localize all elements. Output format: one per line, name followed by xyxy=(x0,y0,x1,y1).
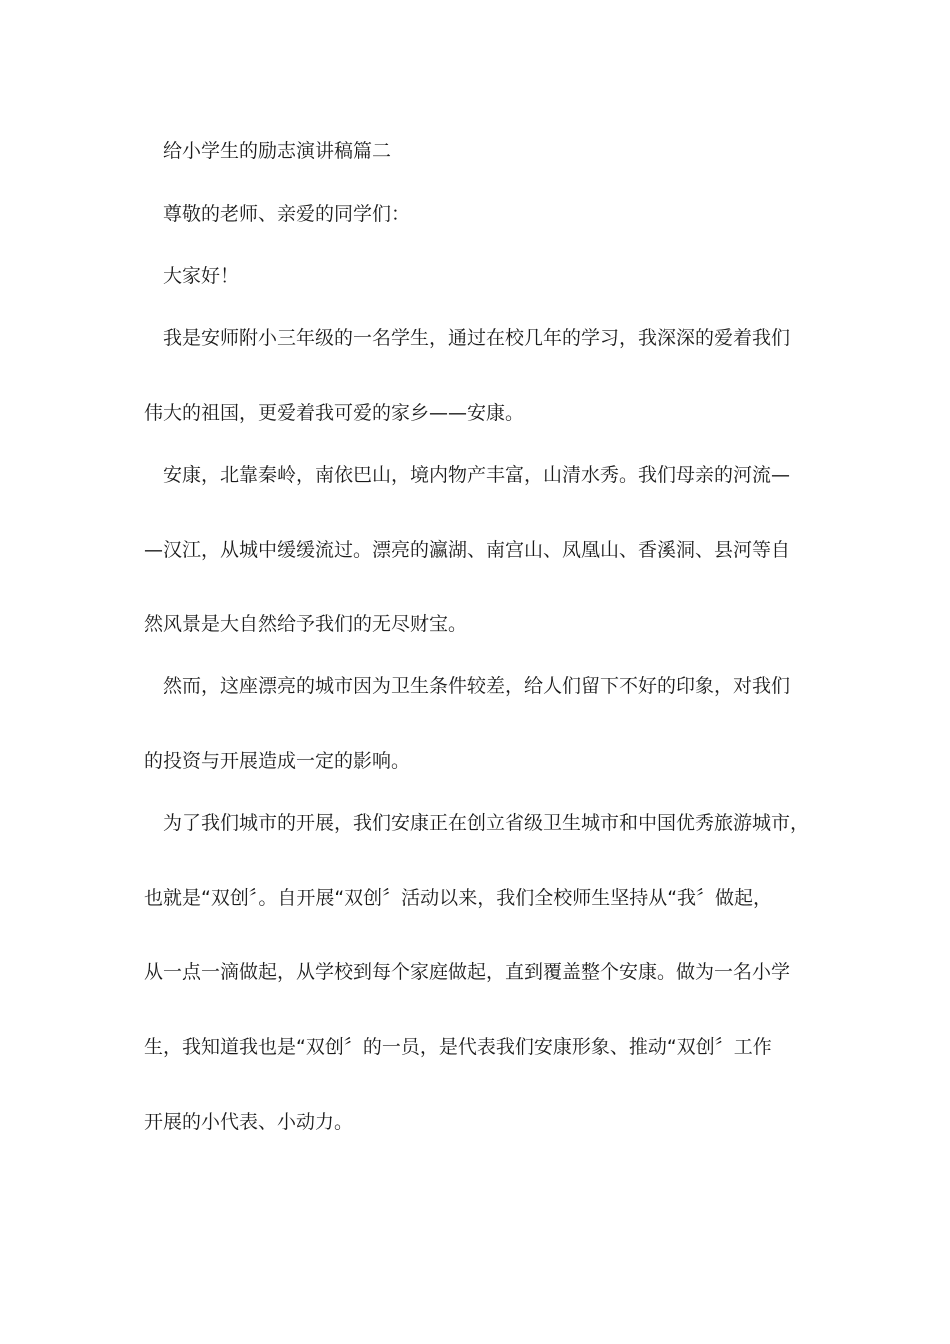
paragraph-4-line-4: 生，我知道我也是“双创〞的一员，是代表我们安康形象、推动“双创〞工作 xyxy=(144,1036,772,1058)
document-title: 给小学生的励志演讲稿篇二 xyxy=(163,140,392,162)
paragraph-4-line-5: 开展的小代表、小动力。 xyxy=(144,1111,354,1133)
paragraph-3-line-1: 然而，这座漂亮的城市因为卫生条件较差，给人们留下不好的印象，对我们 xyxy=(163,675,791,697)
paragraph-1-line-2: 伟大的祖国，更爱着我可爱的家乡——安康。 xyxy=(144,402,525,424)
paragraph-2-line-3: 然风景是大自然给予我们的无尽财宝。 xyxy=(144,613,468,635)
paragraph-2-line-1: 安康，北靠秦岭，南依巴山，境内物产丰富，山清水秀。我们母亲的河流— xyxy=(163,464,791,486)
paragraph-4-line-1: 为了我们城市的开展，我们安康正在创立省级卫生城市和中国优秀旅游城市， xyxy=(163,812,810,834)
greeting: 大家好！ xyxy=(163,265,240,287)
paragraph-3-line-2: 的投资与开展造成一定的影响。 xyxy=(144,750,411,772)
paragraph-4-line-2: 也就是“双创〞。自开展“双创〞活动以来，我们全校师生坚持从“我〞做起， xyxy=(144,887,773,909)
salutation: 尊敬的老师、亲爱的同学们： xyxy=(163,203,411,225)
paragraph-4-line-3: 从一点一滴做起，从学校到每个家庭做起，直到覆盖整个安康。做为一名小学 xyxy=(144,961,791,983)
paragraph-1-line-1: 我是安师附小三年级的一名学生，通过在校几年的学习，我深深的爱着我们 xyxy=(163,327,791,349)
paragraph-2-line-2: —汉江，从城中缓缓流过。漂亮的瀛湖、南宫山、凤凰山、香溪洞、县河等自 xyxy=(144,539,791,561)
